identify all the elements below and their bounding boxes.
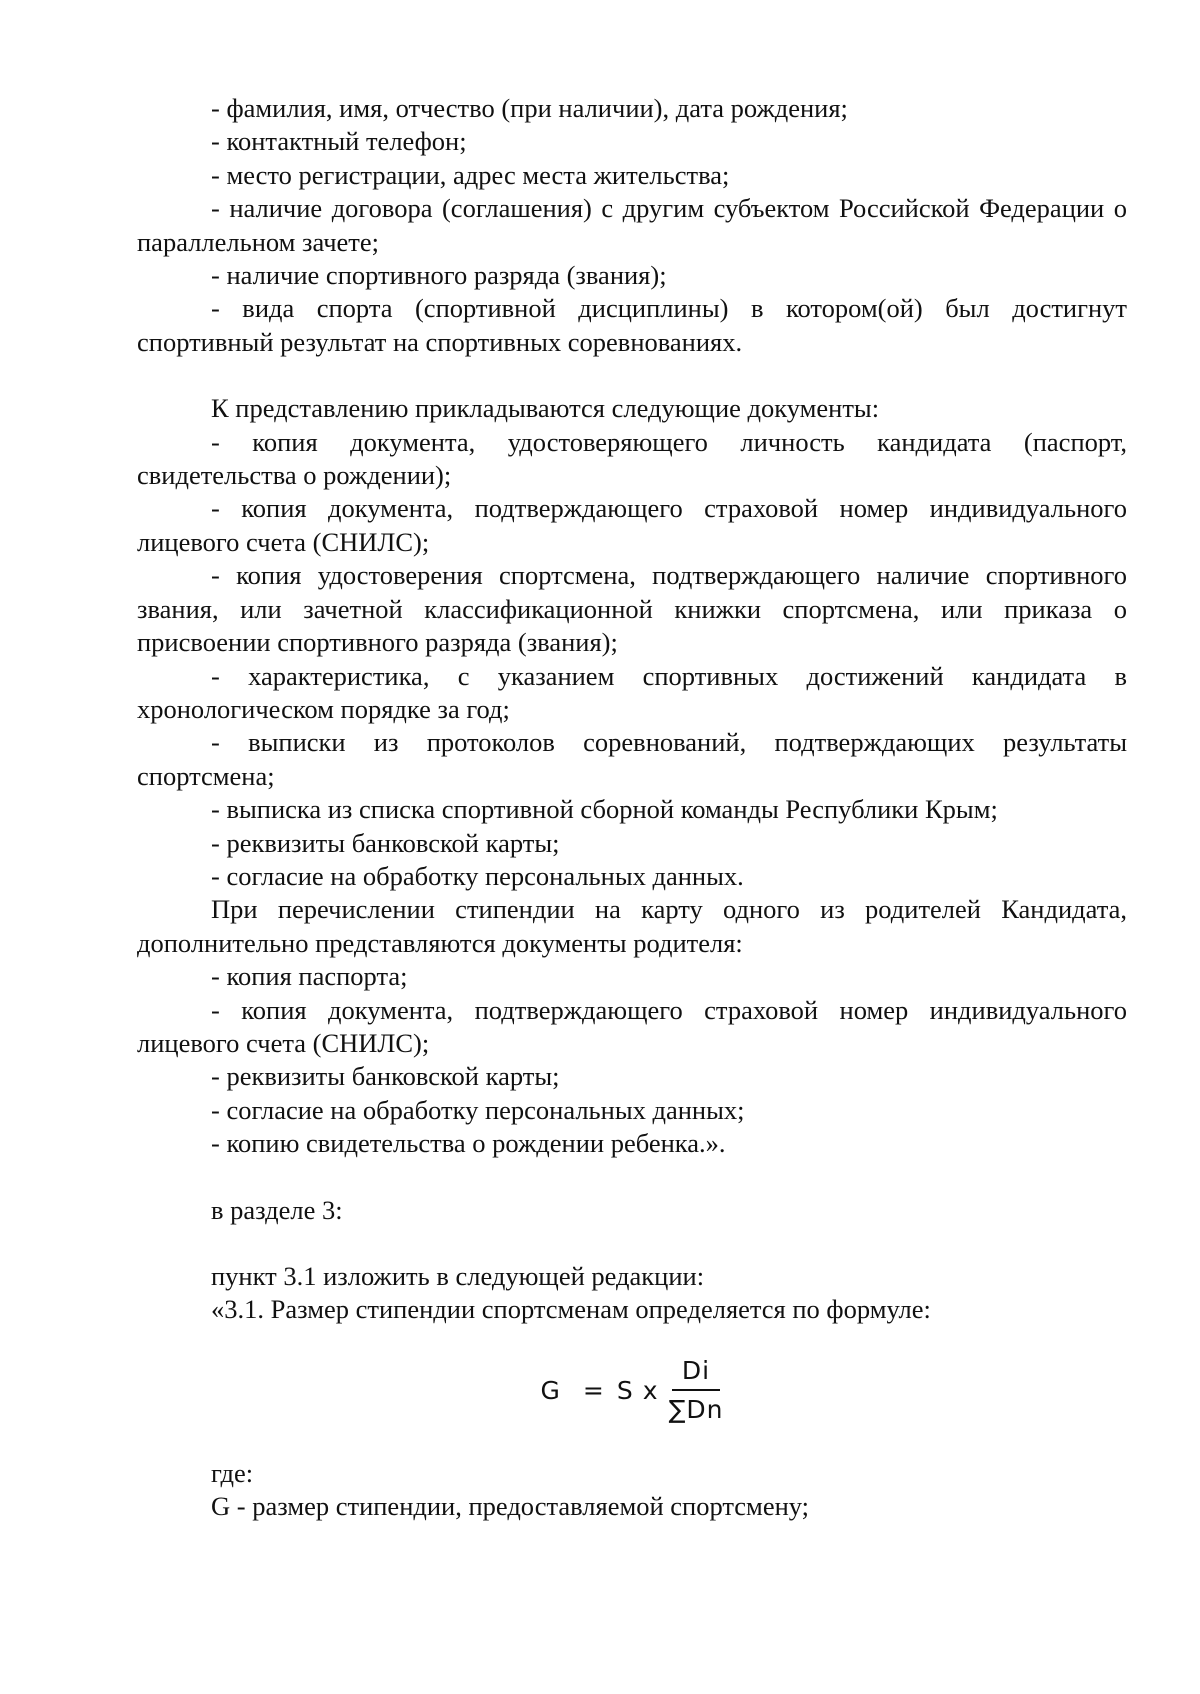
clause-reference: пункт 3.1 изложить в следующей редакции: — [211, 1261, 705, 1291]
section-reference: в разделе 3: — [211, 1194, 343, 1225]
list-item: - характеристика, с указанием спортивных достижений кандидата в хронологическом порядке за год; — [137, 660, 1127, 724]
formula-denominator: ∑Dn — [668, 1394, 724, 1424]
spacer — [137, 359, 1127, 392]
list-item: - выписки из протоколов соревнований, подтверждающих результаты спортсмена; — [137, 727, 1127, 791]
formula-numerator: Di — [672, 1355, 720, 1391]
list-item: - контактный телефон; — [211, 126, 467, 157]
list-item: - реквизиты банковской карты; — [211, 827, 560, 858]
clause-text: «3.1. Размер стипендии спортсменам определяется по формуле: — [211, 1294, 931, 1325]
stipend-formula — [137, 1355, 1127, 1427]
spacer — [137, 1161, 1127, 1194]
list-item: - копия паспорта; — [211, 961, 408, 992]
list-item: - реквизиты банковской карты; — [211, 1061, 560, 1092]
where-label: где: — [211, 1457, 254, 1488]
list-item: - согласие на обработку персональных данных; — [211, 1094, 745, 1125]
spacer — [137, 1227, 1127, 1260]
list-item: - копию свидетельства о рождении ребенка.». — [211, 1128, 726, 1159]
list-item: - копия документа, удостоверяющего личность кандидата (паспорт, свидетельства о рождении); — [137, 426, 1127, 491]
list-item: - согласие на обработку персональных данных. — [211, 860, 744, 891]
list-item: - наличие договора (соглашения) с другим субъектом Российской Федерации о параллельном зачете; — [137, 193, 1127, 257]
list-item: - копия документа, подтверждающего страховой номер индивидуального лицевого счета (СНИЛС); — [137, 994, 1127, 1058]
documents-intro: К представлению прикладываются следующие документы: — [211, 393, 880, 424]
list-item: - копия удостоверения спортсмена, подтверждающего наличие спортивного звания, или зачетной классификационной книжки спортсмена, или приказа о присвоении спортивного разряда (звания); — [137, 560, 1127, 658]
document-page — [137, 92, 1127, 1524]
formula-lhs: G — [540, 1376, 561, 1406]
list-item: - фамилия, имя, отчество (при наличии), дата рождения; — [211, 93, 848, 123]
formula-fraction — [669, 1355, 724, 1427]
list-item: - выписка из списка спортивной сборной команды Республики Крым; — [211, 794, 998, 825]
list-item: - вида спорта (спортивной дисциплины) в котором(ой) был достигнут спортивный результат на спортивных соревнованиях. — [137, 293, 1127, 357]
parent-documents-intro: При перечислении стипендии на карту одного из родителей Кандидата, дополнительно представляются документы родителя: — [137, 894, 1127, 958]
formula-s-term: S x — [616, 1376, 659, 1406]
formula-equals: = — [582, 1376, 605, 1406]
list-item: - место регистрации, адрес места жительства; — [211, 159, 730, 190]
list-item: - копия документа, подтверждающего страховой номер индивидуального лицевого счета (СНИЛС); — [137, 493, 1127, 557]
definition-g: G - размер стипендии, предоставляемой спортсмену; — [211, 1491, 810, 1522]
list-item: - наличие спортивного разряда (звания); — [211, 260, 667, 291]
